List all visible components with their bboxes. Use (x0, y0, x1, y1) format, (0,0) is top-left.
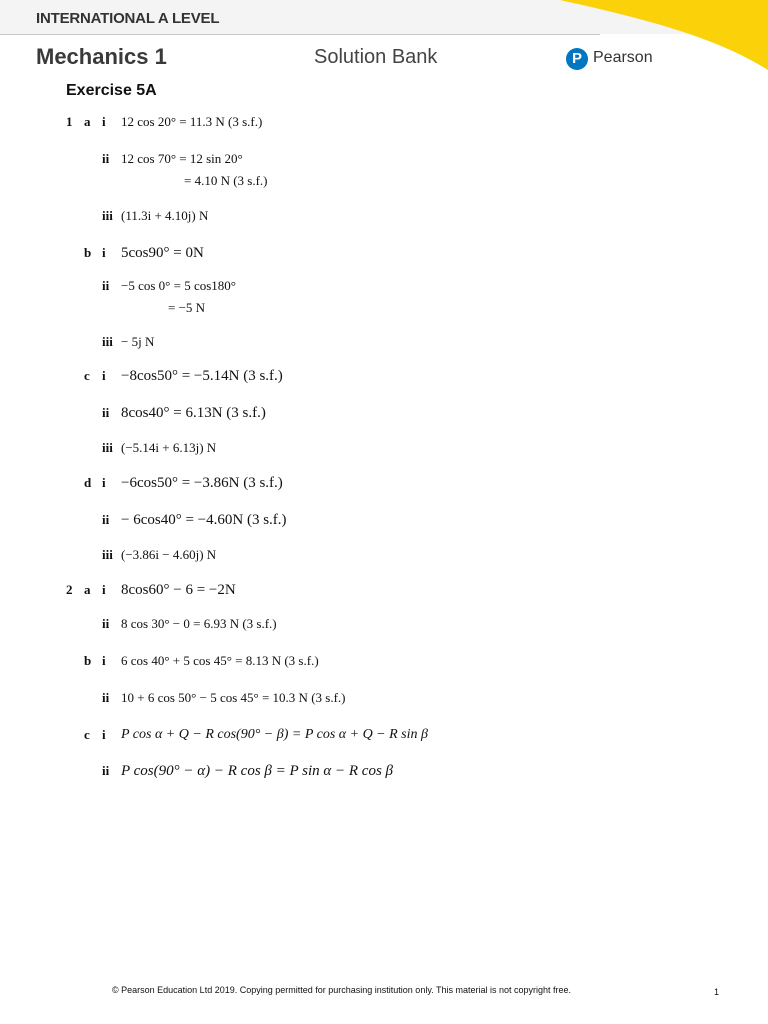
pearson-logo-text: Pearson (593, 49, 653, 66)
answer-line: 5cos90° = 0N (121, 245, 204, 261)
subpart-label: ii (102, 405, 110, 420)
part-label: a (84, 114, 91, 129)
book-title: Solution Bank (314, 46, 438, 68)
subpart-label: i (102, 582, 106, 597)
subpart-label: ii (102, 512, 110, 527)
subpart-label: i (102, 475, 106, 490)
answer-line: (−3.86i − 4.60j) N (121, 547, 217, 562)
subpart-label: i (102, 368, 106, 383)
answer-line: P cos α + Q − R cos(90° − β) = P cos α + Q − R sin β (121, 727, 428, 742)
page-number: 1 (714, 987, 720, 997)
subpart-label: iii (102, 334, 113, 349)
answer-line: 6 cos 40° + 5 cos 45° = 8.13 N (3 s.f.) (121, 653, 319, 668)
answer-line: 8cos40° = 6.13N (3 s.f.) (121, 405, 266, 421)
subpart-label: iii (102, 208, 113, 223)
answer-line: 8cos60° − 6 = −2N (121, 582, 236, 598)
copyright-notice: © Pearson Education Ltd 2019. Copying permitted for purchasing institution only. This material is not copyright free. (112, 985, 572, 995)
answer-line: 12 cos 70° = 12 sin 20° (121, 151, 243, 166)
answer-line: (11.3i + 4.10j) N (121, 208, 209, 223)
subpart-label: i (102, 653, 106, 668)
subpart-label: ii (102, 690, 110, 705)
series-label: INTERNATIONAL A LEVEL (36, 10, 220, 27)
pearson-logo-letter: P (571, 50, 582, 67)
question-number: 2 (66, 582, 73, 597)
subpart-label: ii (102, 151, 110, 166)
part-label: a (84, 582, 91, 597)
answer-line: − 5j N (121, 334, 155, 349)
answer-line: −6cos50° = −3.86N (3 s.f.) (121, 475, 283, 491)
answer-line: −5 cos 0° = 5 cos180° (121, 278, 236, 293)
answer-line: P cos(90° − α) − R cos β = P sin α − R cos β (121, 763, 394, 779)
question-number: 1 (66, 114, 73, 129)
subpart-label: iii (102, 547, 113, 562)
subpart-label: i (102, 727, 106, 742)
answer-line: 8 cos 30° − 0 = 6.93 N (3 s.f.) (121, 616, 277, 631)
exercise-title: Exercise 5A (66, 82, 157, 99)
answer-line: 12 cos 20° = 11.3 N (3 s.f.) (121, 114, 263, 129)
answer-line: (−5.14i + 6.13j) N (121, 440, 217, 455)
part-label: c (84, 368, 90, 383)
answer-line: −8cos50° = −5.14N (3 s.f.) (121, 368, 283, 384)
subpart-label: ii (102, 763, 110, 778)
subpart-label: ii (102, 278, 110, 293)
subpart-label: ii (102, 616, 110, 631)
header-divider (0, 34, 600, 35)
subpart-label: i (102, 114, 106, 129)
subpart-label: iii (102, 440, 113, 455)
subject-title: Mechanics 1 (36, 44, 167, 69)
answer-line: = −5 N (168, 300, 206, 315)
answer-line: 10 + 6 cos 50° − 5 cos 45° = 10.3 N (3 s.f.) (121, 690, 346, 705)
pearson-logo (566, 48, 666, 72)
part-label: d (84, 475, 92, 490)
part-label: c (84, 727, 90, 742)
answer-line: = 4.10 N (3 s.f.) (184, 173, 268, 188)
subpart-label: i (102, 245, 106, 260)
part-label: b (84, 245, 92, 260)
answer-line: − 6cos40° = −4.60N (3 s.f.) (121, 512, 287, 528)
part-label: b (84, 653, 92, 668)
